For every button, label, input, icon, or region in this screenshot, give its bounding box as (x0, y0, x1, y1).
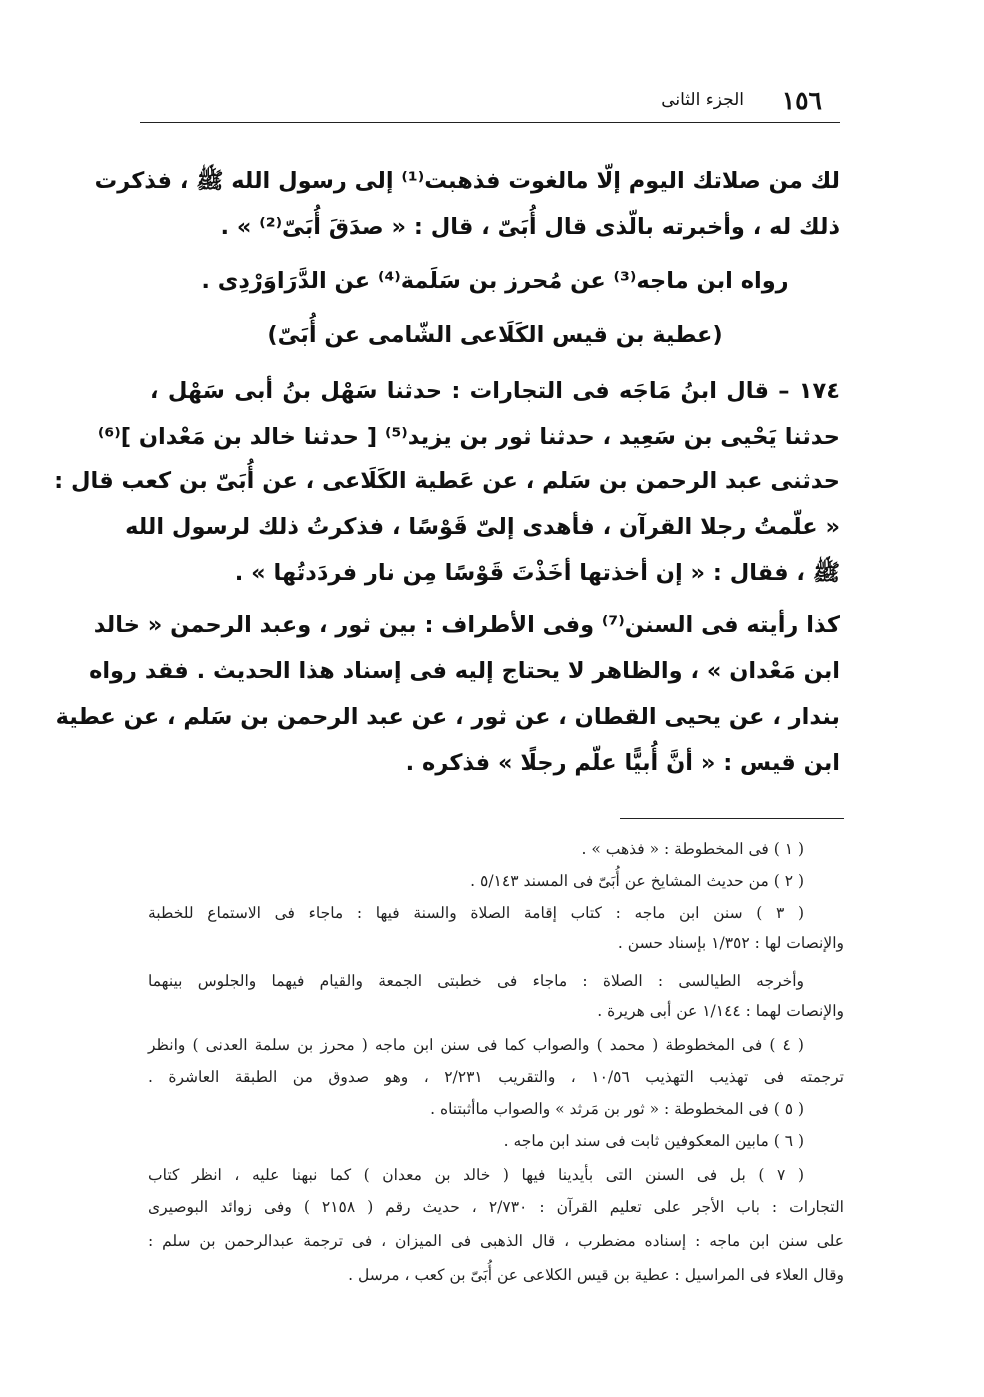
footnote-line: ( ٣ ) سنن ابن ماجه : كتاب إقامة الصلاة والسنة فيها : ماجاء فى الاستماع للخطبة (148, 904, 804, 922)
text-line: ذلك له ، وأخبرته بالّذى قال أُبَىّ ، قال : « صدَقَ أُبَىّ⁽²⁾ » . (220, 214, 840, 240)
text-line: ﷺ ، فقال : « إن أخذتها أخَذْتَ قَوْسًا مِن نار فردَدتُها » . (234, 560, 840, 586)
page-number: ١٥٦ (781, 86, 822, 115)
text-line: كذا رأيته فى السنن⁽⁷⁾ وفى الأطراف : بين ثور ، وعبد الرحمن « خالد (93, 612, 840, 638)
footnote-line: وأخرجه الطيالسى : الصلاة : ماجاء فى خطبتى الجمعة والقيام فيهما والجلوس بينهما (148, 972, 804, 990)
footnote-line: ( ١ ) فى المخطوطة : « فذهب » . (581, 840, 804, 858)
footnote-line: وقال العلاء فى المراسيل : عطية بن قيس الكلاعى عن أُبَىّ بن كعب ، مرسل . (348, 1266, 844, 1284)
text-line: « علّمتُ رجلا القرآن ، فأهدى إلىّ قَوْسًا ، فذكرتُ ذلك لرسول الله (125, 514, 840, 540)
footnote-line: ترجمته فى تهذيب التهذيب ١٠/٥٦ ، والتقريب ٢/٢٣١ ، وهو صدوق من الطبقة العاشرة . (148, 1068, 844, 1086)
text-line: حدثنى عبد الرحمن بن سَلم ، عن عَطية الكَلَاعى ، عن أُبَىّ بن كعب قال : (54, 468, 840, 494)
footnote-line: التجارات : باب الأجر على تعليم القرآن : ٢/٧٣٠ ، حديث رقم ( ٢١٥٨ ) وفى زوائد البوصيرى (148, 1198, 844, 1216)
footnote-line: على سنن ابن ماجه : إسناده مضطرب ، قال الذهبى فى الميزان ، فى ترجمة عبدالرحمن بن سلم : (148, 1232, 844, 1250)
footnote-line: ( ٦ ) مابين المعكوفين ثابت فى سند ابن ماجه . (503, 1132, 804, 1150)
footnote-line: والإنصات لها : ١/٣٥٢ بإسناد حسن . (617, 934, 844, 952)
page-header (140, 86, 840, 120)
footnote-line: ( ٢ ) من حديث المشايخ عن أُبَىّ فى المسند ٥/١٤٣ . (470, 872, 804, 890)
text-line: حدثنا يَحْيى بن سَعِيد ، حدثنا ثور بن يزيد⁽⁵⁾ [ حدثنا خالد بن مَعْدان ]⁽⁶⁾ (97, 424, 840, 450)
text-line: رواه ابن ماجه⁽³⁾ عن مُحرز بن سَلَمة⁽⁴⁾ عن الدَّرَاوَرْدِى . (201, 268, 789, 294)
footnote-line: ( ٥ ) فى المخطوطة : « ثور بن مَرثد » والصواب ماأثبتناه . (430, 1100, 804, 1118)
footnote-line: والإنصات لهما : ١/١٤٤ عن أبى هريرة . (597, 1002, 844, 1020)
text-line: بندار ، عن يحيى القطان ، عن ثور ، عن عبد الرحمن بن سَلم ، عن عطية (55, 704, 840, 730)
text-line: ابن مَعْدان » ، والظاهر لا يحتاج إليه فى إسناد هذا الحديث . فقد رواه (89, 658, 840, 684)
footnote-line: ( ٧ ) بل فى السنن التى بأيدينا فيها ( خالد بن معدان ) كما نبهنا عليه ، انظر كتاب (148, 1166, 804, 1184)
text-line: ابن قيس : « أنَّ أُبيًّا علّم رجلًا » فذكره . (405, 750, 840, 776)
header-rule (140, 122, 840, 123)
footnote-separator (620, 818, 844, 819)
text-line: ١٧٤ – قال ابنُ مَاجَه فى التجارات : حدثنا سَهْل بنُ أبى سَهْل ، (150, 378, 840, 404)
section-heading: (عطية بن قيس الكَلَاعى الشّامى عن أُبَىّ) (267, 322, 723, 348)
text-line: لك من صلاتك اليوم إلّا مالغوت فذهبت⁽¹⁾ إلى رسول الله ﷺ ، فذكرت (94, 168, 840, 194)
running-title: الجزء الثانى (661, 90, 744, 110)
footnote-line: ( ٤ ) فى المخطوطة ( محمد ) والصواب كما فى سنن ابن ماجه ( محرز بن سلمة العدنى ) وانظر (148, 1036, 804, 1054)
